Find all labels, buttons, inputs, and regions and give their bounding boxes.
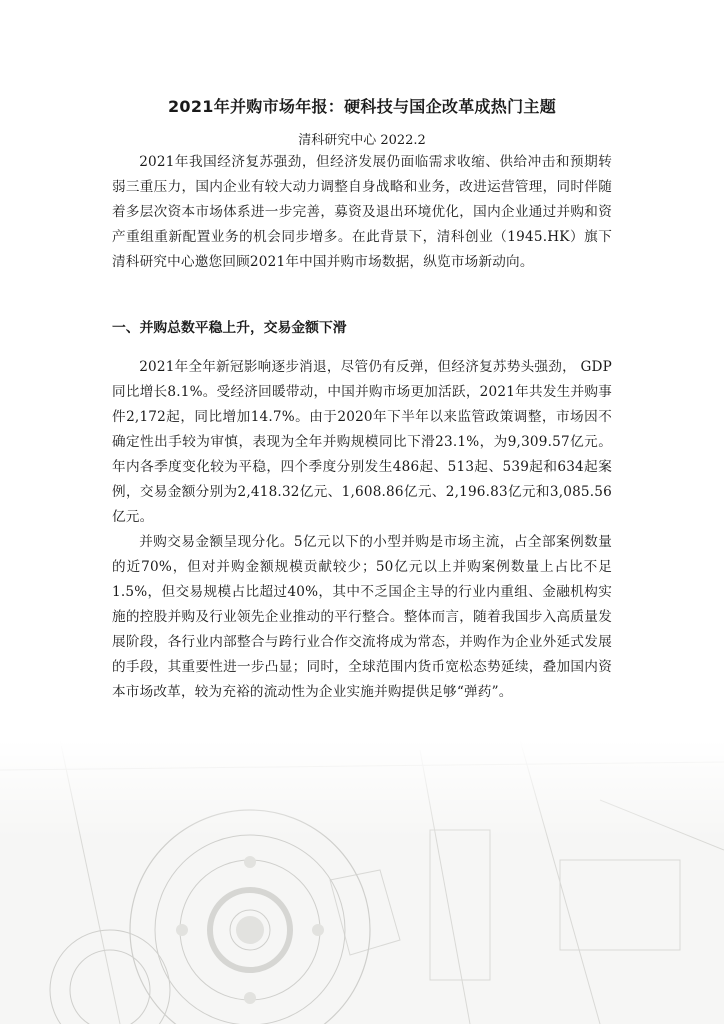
section-paragraph-1: 2021年全年新冠影响逐步消退，尽管仍有反弹，但经济复苏势头强劲， GDP同比增长8.1%。受经济回暖带动，中国并购市场更加活跃，2021年共发生并购事件2,172起，同比增加14.7%。由于2020年下半年以来监管政策调整，市场因不确定性出手较为审慎，表现为全年并购规模同比下滑23.1%，为9,309.57亿元。年内各季度变化较为平稳，四个季度分别发生486起、513起、539起和634起案例，交易金额分别为2,418.32亿元、1,608.86亿元、2,196.83亿元和3,085.56亿元。: [112, 359, 612, 525]
document-byline: 清科研究中心 2022.2: [298, 133, 426, 148]
section-heading: 一、并购总数平稳上升，交易金额下滑: [112, 320, 347, 336]
decorative-background-illustration: [0, 740, 724, 1024]
section-paragraph-2: 并购交易金额呈现分化。5亿元以下的小型并购是市场主流，占全部案例数量的近70%，但对并购金额规模贡献较少；50亿元以上并购案例数量上占比不足1.5%，但交易规模占比超过40%，其中不乏国企主导的行业内重组、金融机构实施的控股并购及行业领先企业推动的平行整合。整体而言，随着我国步入高质量发展阶段，各行业内部整合与跨行业合作交流将成为常态，并购作为企业外延式发展的手段，其重要性进一步凸显；同时，全球范围内货币宽松态势延续，叠加国内资本市场改革，较为充裕的流动性为企业实施并购提供足够“弹药”。: [112, 534, 612, 700]
document-title: 2021年并购市场年报：硬科技与国企改革成热门主题: [167, 97, 557, 116]
intro-paragraph: 2021年我国经济复苏强劲，但经济发展仍面临需求收缩、供给冲击和预期转弱三重压力，国内企业有较大动力调整自身战略和业务，改进运营管理，同时伴随着多层次资本市场体系进一步完善，募资及退出环境优化，国内企业通过并购和资产重组重新配置业务的机会同步增多。在此背景下，清科创业（1945.HK）旗下清科研究中心邀您回顾2021年中国并购市场数据，纵览市场新动向。: [112, 154, 612, 270]
document-content: [112, 96, 612, 705]
